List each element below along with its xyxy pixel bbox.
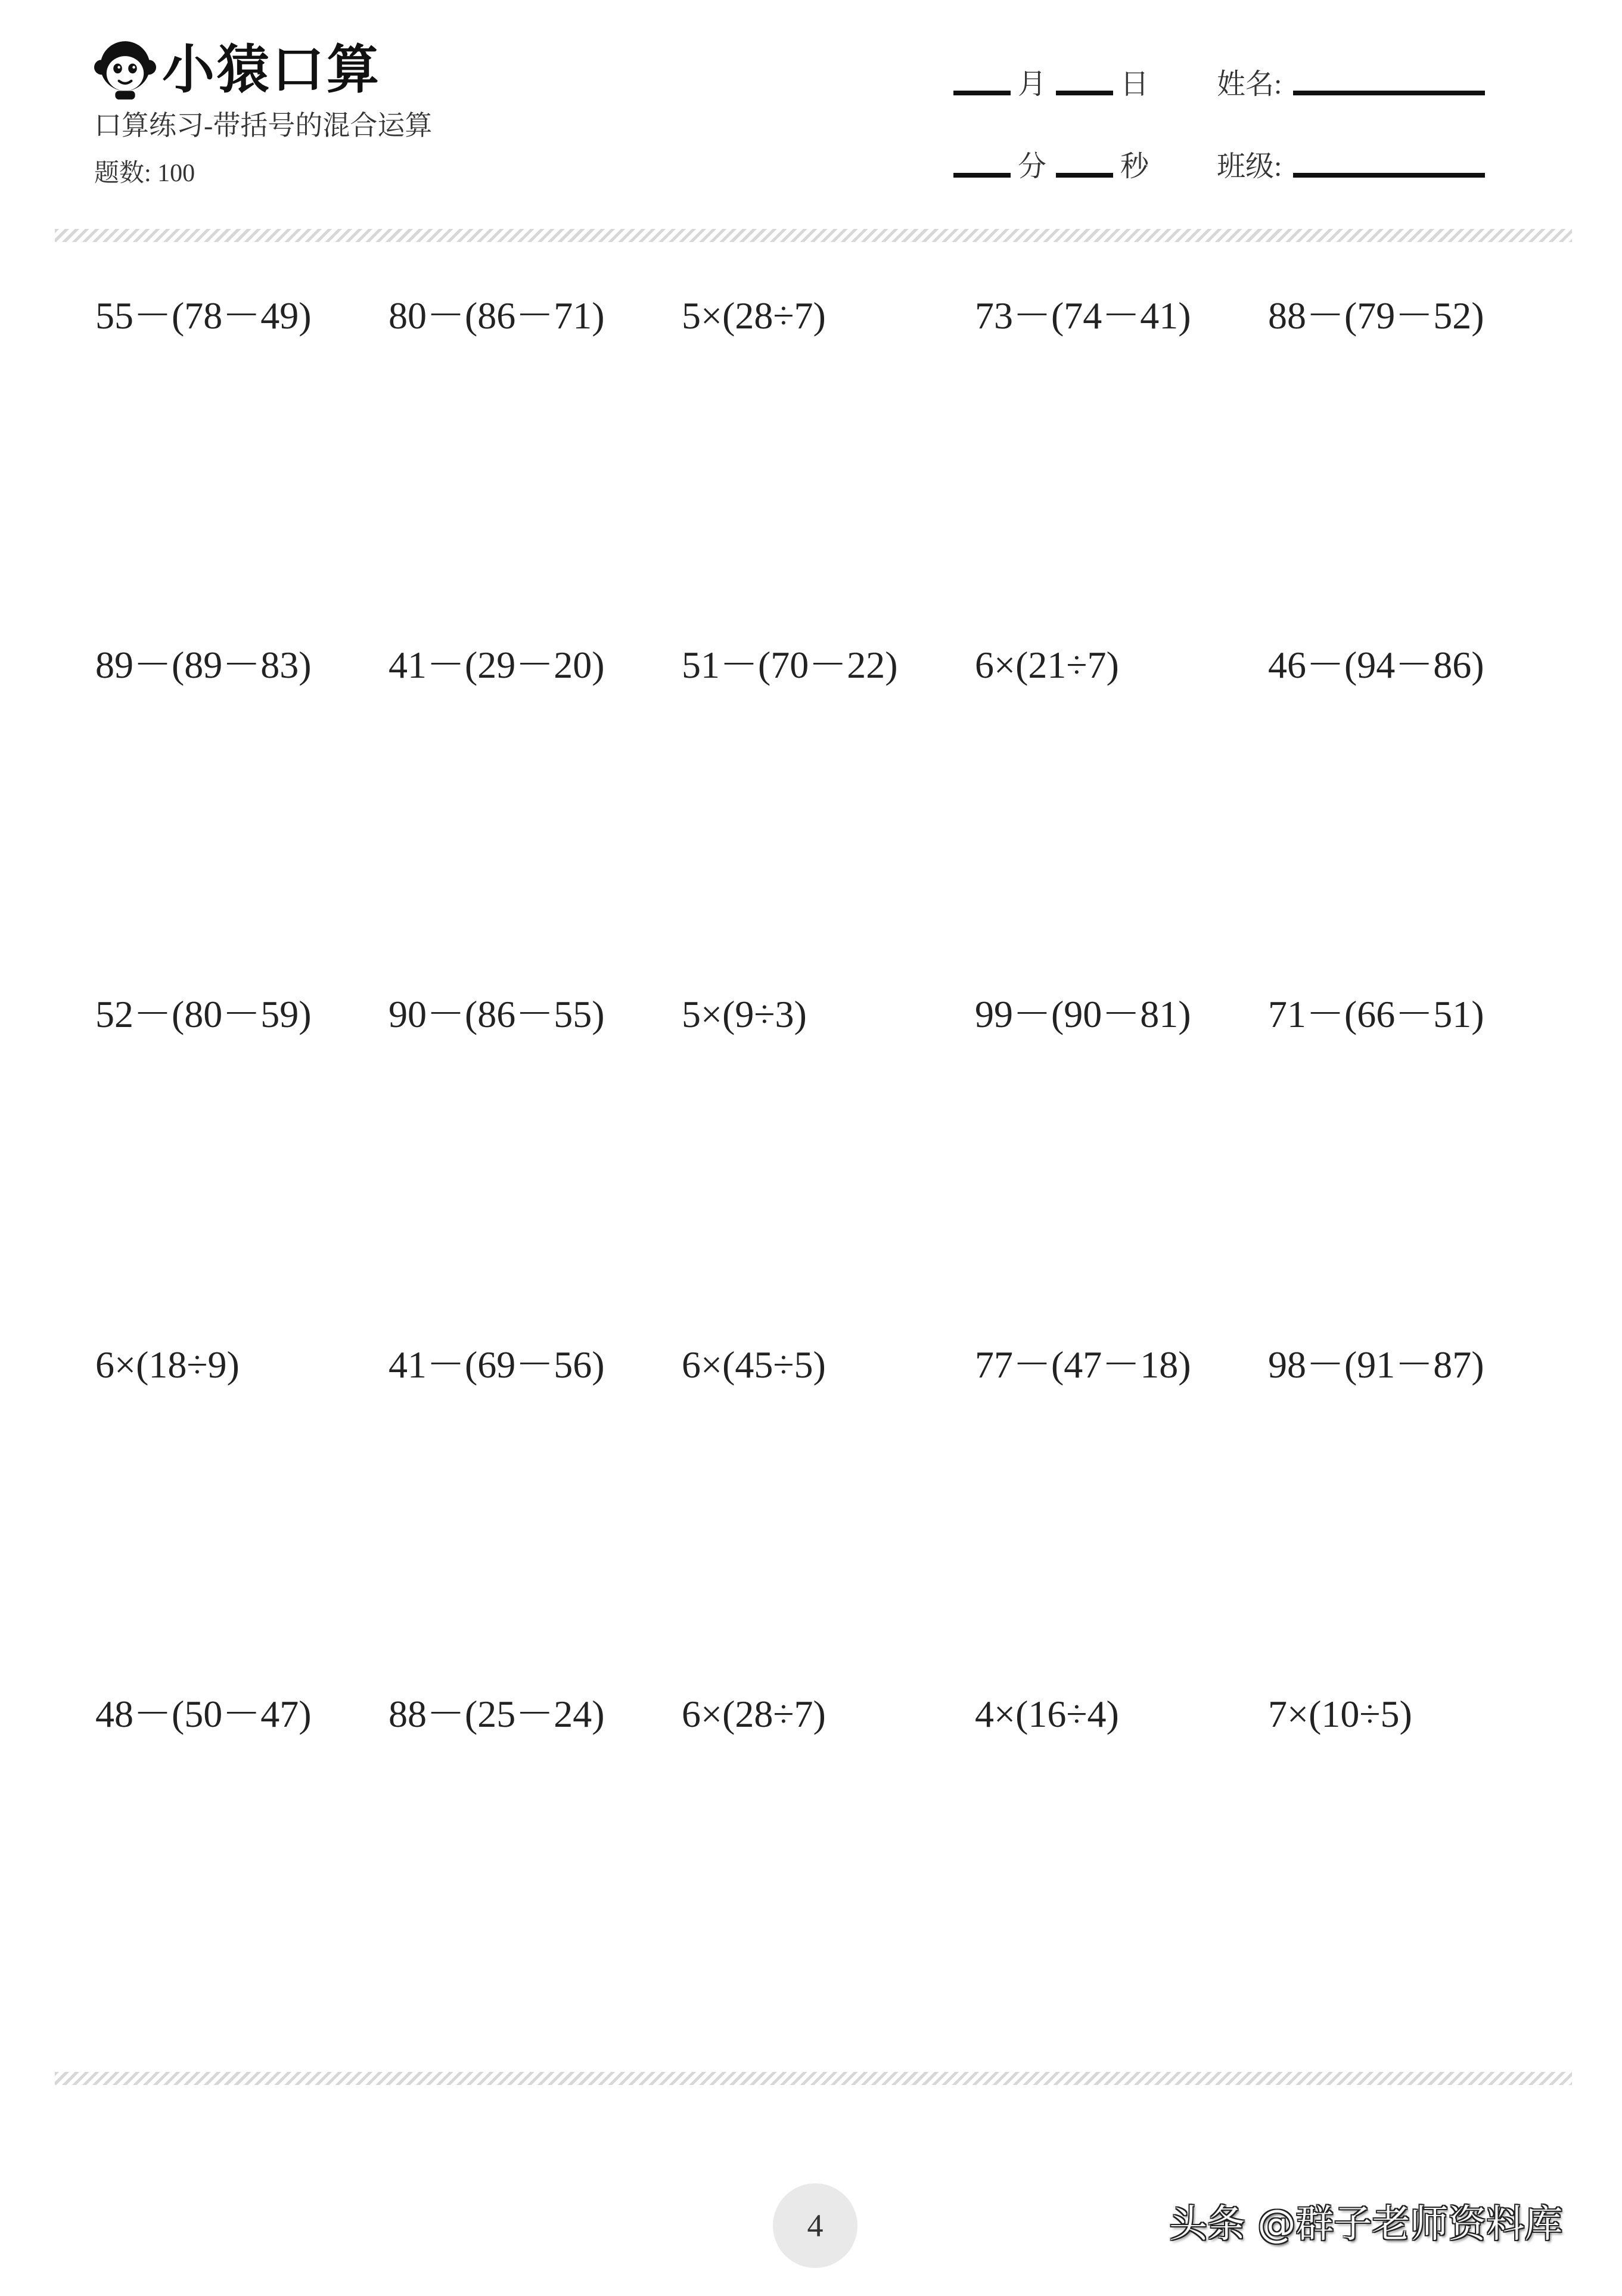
- minute-blank[interactable]: [953, 173, 1011, 178]
- page-number-text: 4: [807, 2208, 824, 2244]
- problem: 46－(94－86): [1268, 644, 1484, 686]
- logo-text: 小猿口算: [162, 39, 382, 100]
- problem: 5×(28÷7): [682, 294, 826, 337]
- problem: 7×(10÷5): [1268, 1693, 1412, 1735]
- problem: 77－(47－18): [975, 1344, 1191, 1386]
- problem: 6×(18÷9): [95, 1344, 240, 1386]
- name-blank[interactable]: [1293, 91, 1485, 95]
- problem: 88－(79－52): [1268, 294, 1484, 337]
- problem: 98－(91－87): [1268, 1344, 1484, 1386]
- app-logo: [94, 37, 381, 103]
- second-blank[interactable]: [1056, 173, 1113, 178]
- minute-label: 分: [1018, 151, 1047, 182]
- problem: 41－(29－20): [389, 644, 605, 686]
- problem: 5×(9÷3): [682, 993, 807, 1035]
- top-divider: [55, 229, 1572, 242]
- monkey-logo-icon: [94, 39, 156, 101]
- day-label: 日: [1120, 69, 1149, 100]
- problem: 71－(66－51): [1268, 993, 1484, 1035]
- problem: 6×(21÷7): [975, 644, 1119, 686]
- bottom-divider: [55, 2072, 1572, 2085]
- second-label: 秒: [1120, 151, 1149, 182]
- name-label: 姓名:: [1217, 69, 1282, 100]
- problem: 6×(28÷7): [682, 1693, 826, 1735]
- problem: 89－(89－83): [95, 644, 312, 686]
- problem: 41－(69－56): [389, 1344, 605, 1386]
- problem: 90－(86－55): [389, 993, 605, 1035]
- watermark: 头条 @群子老师资料库: [1169, 2202, 1563, 2247]
- page-number: [773, 2183, 857, 2268]
- problem: 88－(25－24): [389, 1693, 605, 1735]
- problem: 48－(50－47): [95, 1693, 312, 1735]
- problem: 4×(16÷4): [975, 1693, 1119, 1735]
- problem: 6×(45÷5): [682, 1344, 826, 1386]
- class-blank[interactable]: [1293, 173, 1485, 178]
- day-blank[interactable]: [1056, 91, 1113, 95]
- month-blank[interactable]: [953, 91, 1011, 95]
- problem: 51－(70－22): [682, 644, 898, 686]
- problem: 99－(90－81): [975, 993, 1191, 1035]
- question-count: 题数: 100: [94, 160, 195, 187]
- month-label: 月: [1018, 69, 1047, 100]
- problem: 73－(74－41): [975, 294, 1191, 337]
- problem: 55－(78－49): [95, 294, 312, 337]
- problem: 52－(80－59): [95, 993, 312, 1035]
- problem: 80－(86－71): [389, 294, 605, 337]
- class-label: 班级:: [1217, 151, 1282, 182]
- worksheet-subtitle: 口算练习-带括号的混合运算: [94, 110, 433, 141]
